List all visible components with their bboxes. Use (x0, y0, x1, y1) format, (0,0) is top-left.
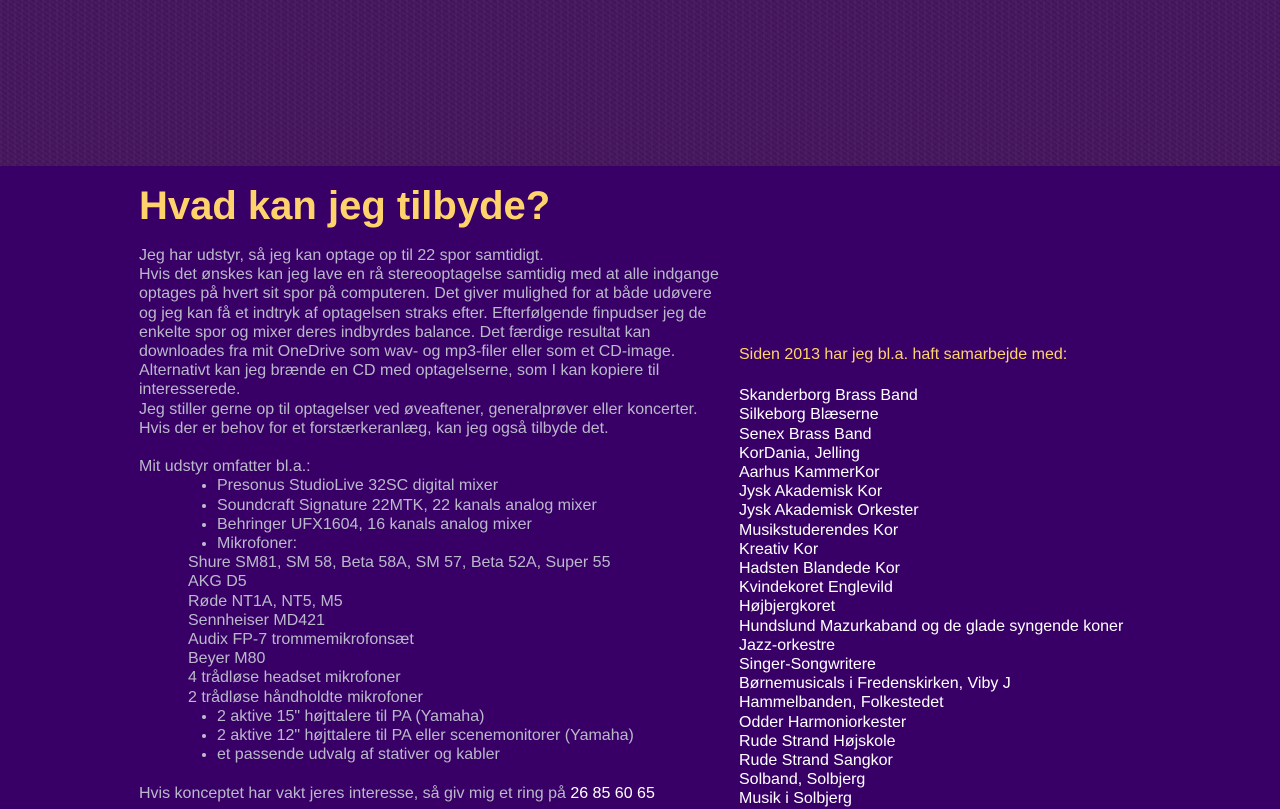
collaborator-item: Hundslund Mazurkaband og de glade syngende koner (739, 617, 1124, 635)
collaborator-item: Singer-Songwritere (739, 656, 876, 674)
phone-number[interactable]: 26 85 60 65 (570, 784, 655, 802)
spacer (139, 764, 729, 783)
page-title: Hvad kan jeg tilbyde? (139, 184, 551, 228)
collaborator-item: Senex Brass Band (739, 425, 872, 443)
collaborator-item: Rude Strand Sangkor (739, 752, 893, 770)
collaborator-item: Kreativ Kor (739, 540, 819, 558)
collaborator-item: Jysk Akademisk Kor (739, 483, 883, 501)
microphone-item: 2 trådløse håndholdte mikrofoner (188, 688, 423, 706)
collaborator-item: Skanderborg Brass Band (739, 387, 918, 405)
collaborator-item: Silkeborg Blæserne (739, 406, 879, 424)
microphone-item: Shure SM81, SM 58, Beta 58A, SM 57, Beta 52A, Super 55 (188, 554, 611, 572)
collaborators-intro: Siden 2013 har jeg bl.a. haft samarbejde med: (739, 346, 1068, 363)
microphone-item: Sennheiser MD421 (188, 611, 325, 629)
collaborator-item: Børnemusicals i Fredenskirken, Viby J (739, 675, 1011, 693)
collaborators-list (739, 386, 1259, 808)
microphone-item: Audix FP-7 trommemikrofonsæt (188, 631, 414, 649)
collaborator-item: Jysk Akademisk Orkester (739, 502, 919, 520)
collaborators-sidebar (739, 345, 1259, 809)
equipment-item: • Behringer UFX1604, 16 kanals analog mixer (217, 515, 729, 534)
intro-paragraph: Jeg har udstyr, så jeg kan optage op til 22 spor samtidigt. (139, 247, 544, 264)
collaborator-item: Rude Strand Højskole (739, 732, 896, 750)
microphone-item: AKG D5 (188, 573, 247, 591)
microphone-item: 4 trådløse headset mikrofoner (188, 669, 401, 687)
equipment-list (139, 476, 729, 553)
equipment-item: • Soundcraft Signature 22MTK, 22 kanals analog mixer (217, 496, 729, 515)
equipment-item: • 2 aktive 15" højttalere til PA (Yamaha) (217, 707, 729, 726)
collaborator-item: Højbjergkoret (739, 598, 836, 616)
microphone-item: Røde NT1A, NT5, M5 (188, 592, 343, 610)
collaborator-item: Solband, Solbjerg (739, 771, 866, 789)
collaborator-item: Musik i Solbjerg (739, 790, 852, 808)
collaborator-item: Hadsten Blandede Kor (739, 560, 900, 578)
collaborator-item: Odder Harmoniorkester (739, 713, 907, 731)
recording-paragraph: Hvis det ønskes kan jeg lave en rå stereooptagelse samtidig med at alle indgange optages på hvert sit spor på computeren. Det giver mulighed for at både udøvere og jeg kan få et indtryk af optagelsen straks efter. Efterfølgende finpudser jeg de enkelte spor og mixer deres indbyrdes balance. Det færdige resultat kan downloades fra mit OneDrive som wav- og mp3-filer eller som et CD-image. (139, 266, 719, 361)
equipment-list-continued (139, 707, 729, 765)
collaborator-item: Hammelbanden, Folkestedet (739, 694, 944, 712)
equipment-item: • Mikrofoner: (217, 534, 729, 553)
collaborator-item: KorDania, Jelling (739, 444, 860, 462)
main-content (139, 180, 729, 803)
equipment-item: • et passende udvalg af stativer og kabler (217, 745, 729, 764)
collaborator-item: Musikstuderendes Kor (739, 521, 899, 539)
microphone-item: Beyer M80 (188, 650, 266, 668)
equipment-item: • 2 aktive 12" højttalere til PA eller scenemonitorer (Yamaha) (217, 726, 729, 745)
cd-paragraph: Alternativt kan jeg brænde en CD med optagelserne, som I kan kopiere til interesserede. (139, 362, 660, 399)
collaborator-item: Aarhus KammerKor (739, 464, 880, 482)
spacer (139, 438, 729, 457)
collaborator-item: Kvindekoret Englevild (739, 579, 893, 597)
contact-text: Hvis konceptet har vakt jeres interesse, så giv mig et ring på (139, 784, 571, 802)
equipment-item: • Presonus StudioLive 32SC digital mixer (217, 476, 729, 495)
sessions-paragraph: Jeg stiller gerne op til optagelser ved øveaftener, generalprøver eller koncerter. (139, 400, 698, 418)
collaborator-item: Jazz-orkestre (739, 636, 836, 654)
equipment-intro: Mit udstyr omfatter bl.a.: (139, 458, 311, 476)
pa-paragraph: Hvis der er behov for et forstærkeranlæg, kan jeg også tilbyde det. (139, 419, 609, 437)
header-banner (0, 0, 1280, 166)
microphone-list (139, 553, 729, 707)
